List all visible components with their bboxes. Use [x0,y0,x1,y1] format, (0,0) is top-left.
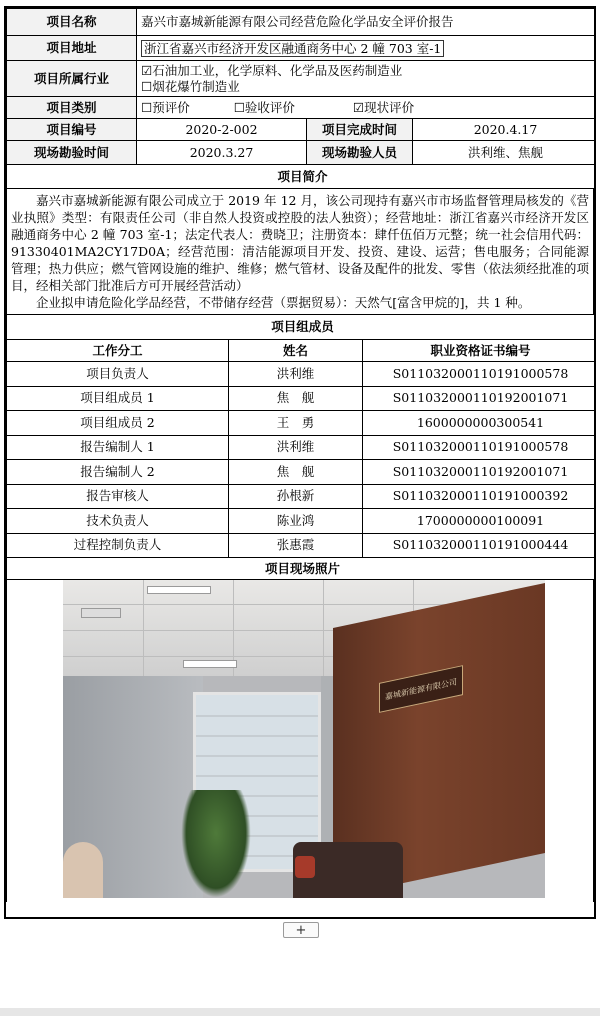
member-cert: S011032000110191000444 [363,533,597,558]
member-name: 张惠霞 [229,533,363,558]
project-type-cell [137,97,597,119]
type-option-acceptance[interactable]: ☐验收评价 [233,99,295,115]
project-code-value: 2020-2-002 [137,119,307,141]
member-role: 技术负责人 [7,509,229,534]
member-role: 过程控制负责人 [7,533,229,558]
member-name: 王 勇 [229,411,363,436]
table-row [7,460,597,485]
members-header-role: 工作分工 [7,340,229,362]
survey-staff-label: 现场勘验人员 [307,141,413,165]
member-name: 陈业鸿 [229,509,363,534]
member-name: 焦 舰 [229,460,363,485]
member-role: 项目负责人 [7,362,229,387]
photo-cell [6,580,594,902]
member-name: 洪利维 [229,362,363,387]
member-cert: S011032000110191000578 [363,435,597,460]
project-industry-label: 项目所属行业 [7,61,137,97]
project-address-value[interactable]: 浙江省嘉兴市经济开发区融通商务中心 2 幢 703 室-1 [141,40,444,57]
member-role: 报告编制人 2 [7,460,229,485]
member-cert: 1600000000300541 [363,411,597,436]
member-cert: S011032000110191000578 [363,362,597,387]
member-role: 报告编制人 1 [7,435,229,460]
company-sign: 嘉城新能源有限公司 [379,665,463,713]
table-row [7,362,597,387]
site-photo [63,580,545,898]
intro-paragraph-1: 嘉兴市嘉城新能源有限公司成立于 2019 年 12 月，该公司现持有嘉兴市市场监督管理局核发的《营业执照》类型：有限责任公司（非自然人投资或控股的法人独资）；经营地址：浙江省嘉兴市经济开发区融通商务中心 2 幢 703 室-1；法定代表人：费晓卫；注册资本：肆仟伍佰万元整；统一社会信用代码：91330401MA2CY17D0A；经营范围：清洁能源项目开发、投资、建设、运营；售电服务；合同能源管理；热力供应；燃气管网设施的维护、维修；燃气管材、设备及配件的批发、零售（依法须经批准的项目，经相关部门批准后方可开展经营活动） [11,193,589,293]
member-cert: 1700000000100091 [363,509,597,534]
member-cert: S011032000110192001071 [363,460,597,485]
table-row [7,411,597,436]
project-name-value: 嘉兴市嘉城新能源有限公司经营危险化学品安全评价报告 [137,9,597,36]
table-row [7,386,597,411]
table-row [7,509,597,534]
project-name-label: 项目名称 [7,9,137,36]
survey-time-label: 现场勘验时间 [7,141,137,165]
project-code-label: 项目编号 [7,119,137,141]
project-address-label: 项目地址 [7,36,137,61]
survey-staff-value: 洪利维、焦舰 [413,141,597,165]
table-row [7,533,597,558]
project-industry-cell [137,61,597,97]
report-sheet [4,6,596,919]
members-table [6,315,596,580]
intro-title: 项目简介 [7,165,597,189]
member-name: 焦 舰 [229,386,363,411]
table-row [7,484,597,509]
members-title: 项目组成员 [7,315,597,340]
member-name: 孙根新 [229,484,363,509]
intro-paragraph-2: 企业拟申请危险化学品经营，不带储存经营（票据贸易）：天然气[富含甲烷的]，共 1 种。 [36,295,531,310]
type-option-current[interactable]: ☑现状评价 [352,99,415,115]
photo-person [63,842,103,898]
member-cert: S011032000110192001071 [363,386,597,411]
add-button[interactable]: + [283,922,319,938]
intro-body [6,189,594,315]
table-row [7,435,597,460]
members-header-name: 姓名 [229,340,363,362]
project-finish-value: 2020.4.17 [413,119,597,141]
type-option-pre[interactable]: ☐预评价 [141,99,190,115]
project-address-cell[interactable] [137,36,597,61]
project-finish-label: 项目完成时间 [307,119,413,141]
members-header-cert: 职业资格证书编号 [363,340,597,362]
photo-title: 项目现场照片 [7,558,597,580]
bottom-scrollbar[interactable] [0,1008,600,1016]
member-role: 报告审核人 [7,484,229,509]
industry-option-chemical[interactable]: ☑石油加工业，化学原料、化学品及医药制造业 [141,62,403,78]
project-info-table [6,8,596,189]
project-type-label: 项目类别 [7,97,137,119]
member-name: 洪利维 [229,435,363,460]
industry-option-fireworks[interactable]: ☐烟花爆竹制造业 [141,78,240,94]
survey-time-value: 2020.3.27 [137,141,307,165]
member-role: 项目组成员 2 [7,411,229,436]
member-role: 项目组成员 1 [7,386,229,411]
photo-plant [181,790,251,898]
member-cert: S011032000110191000392 [363,484,597,509]
